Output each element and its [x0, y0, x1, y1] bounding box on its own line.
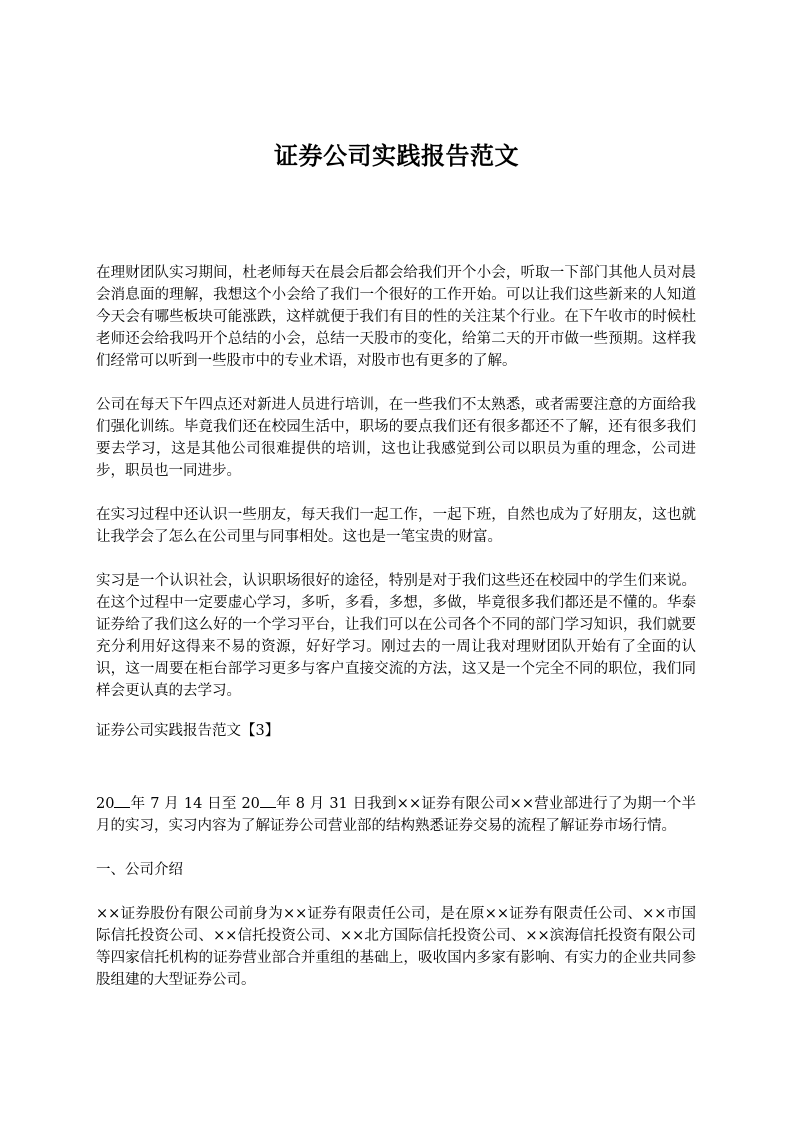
document-body [96, 262, 696, 991]
year-prefix-1: 20 [96, 796, 115, 812]
paragraph-training: 公司在每天下午四点还对新进人员进行培训，在一些我们不太熟悉，或者需要注意的方面给我们强化训练。毕竟我们还在校园生活中，职场的要点我们还有很多都还不了解，还有很多我们要去学习，这是其他公司很难提供的培训，这也让我感觉到公司以职员为重的理念，公司进步，职员也一同进步。 [96, 397, 696, 479]
year-blank-1 [114, 792, 130, 808]
section-title-sample-3: 证券公司实践报告范文【3】 [96, 723, 280, 739]
year-blank-2 [260, 792, 276, 808]
paragraph-morning-meeting: 在理财团队实习期间，杜老师每天在晨会后都会给我们开个小会，听取一下部门其他人员对晨会消息面的理解，我想这个小会给了我们一个很好的工作开始。可以让我们这些新来的人知道今天会有哪些板块可能涨跌，这样就便于我们有目的性的关注某个行业。在下午收市的时候杜老师还会给我吗开个总结的小会，总结一天股市的变化，给第二天的开市做一些预期。这样我们经常可以听到一些股市中的专业术语，对股市也有更多的了解。 [96, 265, 696, 369]
paragraph-company-intro: ××证券股份有限公司前身为××证券有限责任公司，是在原××证券有限责任公司、××市国际信托投资公司、××信托投资公司、××北方国际信托投资公司、××滨海信托投资有限公司等四家信托机构的证券营业部合并重组的基础上，吸收国内多家有影响、有实力的企业共同参股组建的大型证券公司。 [96, 906, 696, 988]
date-text-1: 年 7 月 14 日至 20 [130, 796, 260, 812]
paragraph-learning: 实习是一个认识社会，认识职场很好的途径，特别是对于我们这些还在校园中的学生们来说。在这个过程中一定要虚心学习，多听，多看，多想，多做，毕竟很多我们都还是不懂的。华泰证券给了我们这么好的一个学习平台，让我们可以在公司各个不同的部门学习知识，我们就要充分利用好这得来不易的资源，好好学习。刚过去的一周让我对理财团队开始有了全面的认识，这一周要在柜台部学习更多与客户直接交流的方法，这又是一个完全不同的职位，我们同样会更认真的去学习。 [96, 573, 696, 699]
paragraph-friends: 在实习过程中还认识一些朋友，每天我们一起工作，一起下班，自然也成为了好朋友，这也就让我学会了怎么在公司里与同事相处。这也是一笔宝贵的财富。 [96, 507, 696, 545]
paragraph-internship-period [96, 792, 696, 837]
section-heading-company-intro: 一、公司介绍 [96, 862, 183, 878]
date-text-2: 年 8 月 31 日我到××证券有限公司××营业部进行了为期一个半月的实习，实习内容为了解证券公司营业部的结构熟悉证券交易的流程了解证券市场行情。 [96, 796, 696, 834]
document-title: 证券公司实践报告范文 [274, 142, 519, 170]
